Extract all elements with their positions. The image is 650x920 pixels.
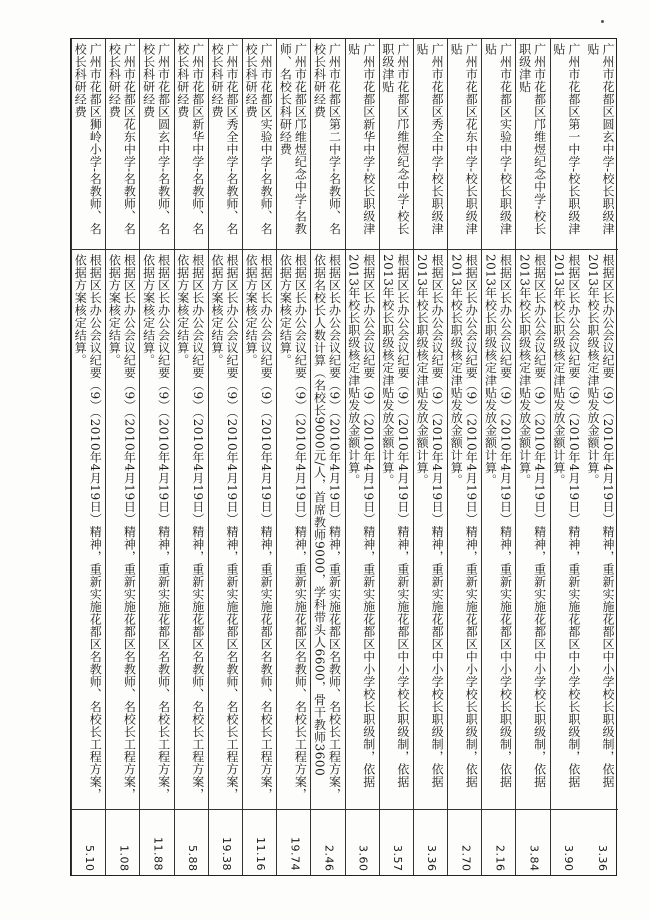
table-row <box>242 39 276 875</box>
row-basis-text: 根据区长办公会议纪要（9）（2010年4月19日）精神，重新实施花都区名教师、名校长工程方案，依据方案核定结算。 <box>107 254 137 801</box>
row-basis-text: 根据区长办公会议纪要（9）（2010年4月19日）精神，重新实施花都区名教师、名校长工程方案，依据方案核定结算。 <box>175 254 205 801</box>
row-name-text: 广州市花都区第二中学-名教师、名校长科研经费 <box>312 43 342 236</box>
row-amount-text: 11.16 <box>254 837 268 871</box>
row-name-text: 广州市花都区实验中学-名教师、名校长科研经费 <box>244 43 274 236</box>
row-name-text: 广州市花都区新华中学-校长职级津贴 <box>346 43 376 236</box>
table-rows <box>71 39 616 875</box>
row-amount-cell <box>311 809 344 877</box>
row-basis-cell <box>448 249 481 809</box>
row-amount-cell <box>551 809 584 877</box>
table-row <box>310 39 344 875</box>
row-amount-text: 2.70 <box>459 844 473 871</box>
row-name-text: 广州市花都区秀全中学-名教师、名校长科研经费 <box>209 43 239 236</box>
row-amount-cell <box>209 809 242 877</box>
row-amount-text: 19.74 <box>288 837 302 871</box>
row-basis-text: 根据区长办公会议纪要（9）（2010年4月19日）精神，重新实施花都区中小学校长职级制，依据2013年校长职级核定津贴发放金额计算。 <box>346 254 376 789</box>
row-name-text: 广州市花都区狮岭小学-名教师、名校长科研经费 <box>73 43 103 236</box>
row-amount-cell <box>516 809 549 877</box>
funding-table <box>70 38 617 876</box>
row-name-cell <box>243 39 276 249</box>
row-amount-cell <box>482 809 515 877</box>
scan-speck <box>601 20 604 23</box>
row-name-text: 广州市花都区花东中学-校长职级津贴 <box>449 43 479 236</box>
row-basis-text: 根据区长办公会议纪要（9）（2010年4月19日）精神，重新实施花都区中小学校长职级制，依据2013年校长职级核定津贴发放金额计算。 <box>380 254 410 789</box>
row-amount-cell <box>243 809 276 877</box>
row-name-cell <box>106 39 139 249</box>
row-name-cell <box>346 39 379 249</box>
row-amount-cell <box>277 809 310 877</box>
row-name-cell <box>209 39 242 249</box>
row-amount-text: 2.46 <box>322 844 336 871</box>
table-row <box>447 39 481 875</box>
table-row <box>481 39 515 875</box>
table-row <box>276 39 310 875</box>
row-amount-text: 3.36 <box>596 844 609 871</box>
row-basis-text: 根据区长办公会议纪要（9）（2010年4月19日）精神，重新实施花都区名教师、名校长工程方案，依据方案核定结算。 <box>73 254 103 801</box>
row-name-cell <box>72 39 105 249</box>
row-name-cell <box>140 39 173 249</box>
row-name-cell <box>584 39 618 249</box>
row-amount-cell <box>175 809 208 877</box>
row-basis-cell <box>106 249 139 809</box>
row-amount-text: 3.60 <box>356 844 370 871</box>
table-row <box>584 39 618 875</box>
row-amount-text: 5.10 <box>83 844 97 871</box>
row-basis-text: 根据区长办公会议纪要（9）（2010年4月19日）精神，重新实施花都区中小学校长职级制，依据2013年校长职级核定津贴发放金额计算。 <box>449 254 479 789</box>
row-amount-cell <box>380 809 413 877</box>
row-name-text: 广州市花都区新华中学-名教师、名校长科研经费 <box>175 43 205 236</box>
row-amount-text: 3.90 <box>561 844 575 871</box>
table-row <box>345 39 379 875</box>
row-name-cell <box>482 39 515 249</box>
row-basis-text: 根据区长办公会议纪要（9）（2010年4月19日）精神，重新实施花都区名教师、名校长工程方案，依据方案核定结算。 <box>244 254 274 801</box>
table-row <box>515 39 549 875</box>
row-name-cell <box>414 39 447 249</box>
row-amount-cell <box>140 809 173 877</box>
table-row <box>105 39 139 875</box>
row-basis-text: 根据区长办公会议纪要（9）（2010年4月19日）精神，重新实施花都区中小学校长职级制，依据2013年校长职级核定津贴发放金额计算。 <box>517 254 547 789</box>
row-name-cell <box>311 39 344 249</box>
row-basis-cell <box>175 249 208 809</box>
row-basis-cell <box>72 249 105 809</box>
row-amount-cell <box>106 809 139 877</box>
row-name-text: 广州市花都区邝维煜纪念中学-名教师、名校长科研经费 <box>278 43 308 236</box>
row-basis-cell <box>346 249 379 809</box>
row-name-cell <box>175 39 208 249</box>
row-name-text: 广州市花都区圆玄中学-名教师、名校长科研经费 <box>141 43 171 236</box>
row-basis-cell <box>277 249 310 809</box>
row-amount-text: 5.88 <box>185 844 199 871</box>
row-basis-cell <box>380 249 413 809</box>
row-basis-cell <box>311 249 344 809</box>
row-amount-text: 3.36 <box>425 844 439 871</box>
row-amount-cell <box>448 809 481 877</box>
row-name-text: 广州市花都区花东中学-名教师、名校长科研经费 <box>107 43 137 236</box>
row-name-cell <box>380 39 413 249</box>
row-basis-text: 根据区长办公会议纪要（9）（2010年4月19日）精神，重新实施花都区中小学校长职级制，依据2013年校长职级核定津贴发放金额计算。 <box>415 254 445 789</box>
row-basis-text: 根据区长办公会议纪要（9）（2010年4月19日）精神，重新实施花都区中小学校长职级制，依据2013年校长职级核定津贴发放金额计算。 <box>551 254 581 789</box>
row-basis-cell <box>140 249 173 809</box>
row-basis-cell <box>584 249 618 809</box>
row-basis-cell <box>551 249 584 809</box>
row-name-text: 广州市花都区第一中学-校长职级津贴 <box>551 43 581 236</box>
table-row <box>139 39 173 875</box>
row-basis-cell <box>516 249 549 809</box>
row-basis-cell <box>243 249 276 809</box>
row-basis-text: 根据区长办公会议纪要（9）（2010年4月19日）精神，重新实施花都区名教师、名校长工程方案，依据方案核定结算。 <box>209 254 239 801</box>
row-name-text: 广州市花都区秀全中学-校长职级津贴 <box>415 43 445 236</box>
row-amount-cell <box>72 809 105 877</box>
row-name-text: 广州市花都区圆玄中学-校长职级津贴 <box>586 43 615 236</box>
row-amount-text: 2.16 <box>493 844 507 871</box>
row-basis-text: 根据区长办公会议纪要（9）（2010年4月19日）精神，重新实施花都区中小学校长职级制，依据2013年校长职级核定津贴发放金额计算。 <box>586 254 615 789</box>
table-row <box>71 39 105 875</box>
row-name-cell <box>277 39 310 249</box>
table-row <box>174 39 208 875</box>
row-basis-cell <box>414 249 447 809</box>
row-name-cell <box>551 39 584 249</box>
row-name-text: 广州市花都区实验中学-校长职级津贴 <box>483 43 513 236</box>
row-amount-text: 3.57 <box>390 844 404 871</box>
table-row <box>413 39 447 875</box>
row-name-text: 广州市花都区邝维煜纪念中学-校长职级津贴 <box>380 43 410 236</box>
row-basis-cell <box>209 249 242 809</box>
row-amount-cell <box>414 809 447 877</box>
table-row <box>550 39 584 875</box>
table-row <box>208 39 242 875</box>
row-amount-text: 1.08 <box>117 844 131 871</box>
row-basis-text: 根据区长办公会议纪要（9）（2010年4月19日）精神，重新实施花都区名教师、名校长工程方案，依据方案核定结算。 <box>278 254 308 801</box>
row-amount-text: 19.38 <box>219 837 233 871</box>
row-basis-text: 根据区长办公会议纪要（9）（2010年4月19日）精神，重新实施花都区名教师、名校长工程方案，依据方案核定结算。 <box>141 254 171 801</box>
row-name-text: 广州市花都区邝维煜纪念中学-校长职级津贴 <box>517 43 547 236</box>
table-row <box>379 39 413 875</box>
row-amount-text: 3.84 <box>527 844 541 871</box>
row-name-cell <box>516 39 549 249</box>
row-amount-text: 11.88 <box>151 837 165 871</box>
row-amount-cell <box>346 809 379 877</box>
row-name-cell <box>448 39 481 249</box>
row-basis-text: 根据区长办公会议纪要（9）（2010年4月19日）精神，重新实施花都区中小学校长职级制，依据2013年校长职级核定津贴发放金额计算。 <box>483 254 513 789</box>
row-basis-text: 根据区长办公会议纪要（9）（2010年4月19日）精神，重新实施花都区名教师、名校长工程方案，依据名校长人数计算（名校长9000元/人，首席教师9000，学科带头人6600，骨干教师3600 <box>312 254 342 801</box>
row-basis-cell <box>482 249 515 809</box>
row-amount-cell <box>584 809 618 877</box>
